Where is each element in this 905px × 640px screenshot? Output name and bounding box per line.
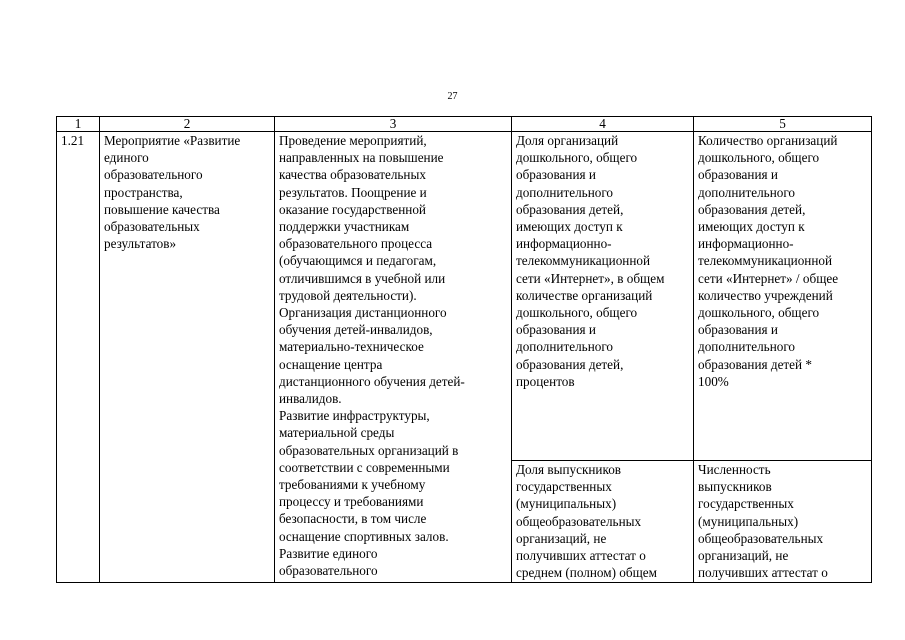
indicator-cell-2 <box>512 461 694 583</box>
indicator-formula-1: Количество организаций дошкольного, общего образования и дополнительного образования детей, имеющих доступ к информационно- телекоммуникационной сети «Интернет» / общее количество учреждений дошкольного, общего образования и дополнительного образования детей * 100% <box>698 133 839 389</box>
table-header-row <box>57 117 872 132</box>
indicator-cell-1 <box>512 132 694 461</box>
description-cell <box>275 132 512 583</box>
formula-cell-1 <box>694 132 872 461</box>
indicator-name-2: Доля выпускников государственных (муниципальных) общеобразовательных организаций, не получивших аттестат о среднем (полном) общем <box>516 462 657 581</box>
event-cell <box>100 132 275 583</box>
row-number-cell <box>57 132 100 583</box>
indicator-formula-2: Численность выпускников государственных (муниципальных) общеобразовательных организаций, не получивших аттестат о <box>698 462 828 581</box>
indicator-name-1: Доля организаций дошкольного, общего образования и дополнительного образования детей, имеющих доступ к информационно- телекоммуникационной сети «Интернет», в общем количестве организаций дошкольного, общего образования и дополнительного образования детей, процентов <box>516 133 665 389</box>
column-header-2: 2 <box>100 117 275 132</box>
column-header-4: 4 <box>512 117 694 132</box>
row-number: 1.21 <box>61 133 85 148</box>
event-name: Мероприятие «Развитие единого образовательного пространства, повышение качества образовательных результатов» <box>104 133 241 252</box>
table-row <box>57 132 872 461</box>
event-description: Проведение мероприятий, направленных на повышение качества образовательных результатов. Поощрение и оказание государственной поддержки участникам образовательного процесса (обучающимся и педагогам, отличившимся в учебной или трудовой деятельности). Организация дистанционного обучения детей-инвалидов, материально-техническое оснащение центра дистанционного обучения детей- инвалидов. Развитие инфраструктуры, материальной среды образовательных организаций в соответствии с современными требованиями к учебному процессу и требованиями безопасности, в том числе оснащение спортивных залов. Развитие единого образовательного <box>279 133 465 579</box>
column-header-3: 3 <box>275 117 512 132</box>
page-number: 27 <box>447 91 458 102</box>
measures-table <box>56 116 872 583</box>
column-header-1: 1 <box>57 117 100 132</box>
formula-cell-2 <box>694 461 872 583</box>
column-header-5: 5 <box>694 117 872 132</box>
